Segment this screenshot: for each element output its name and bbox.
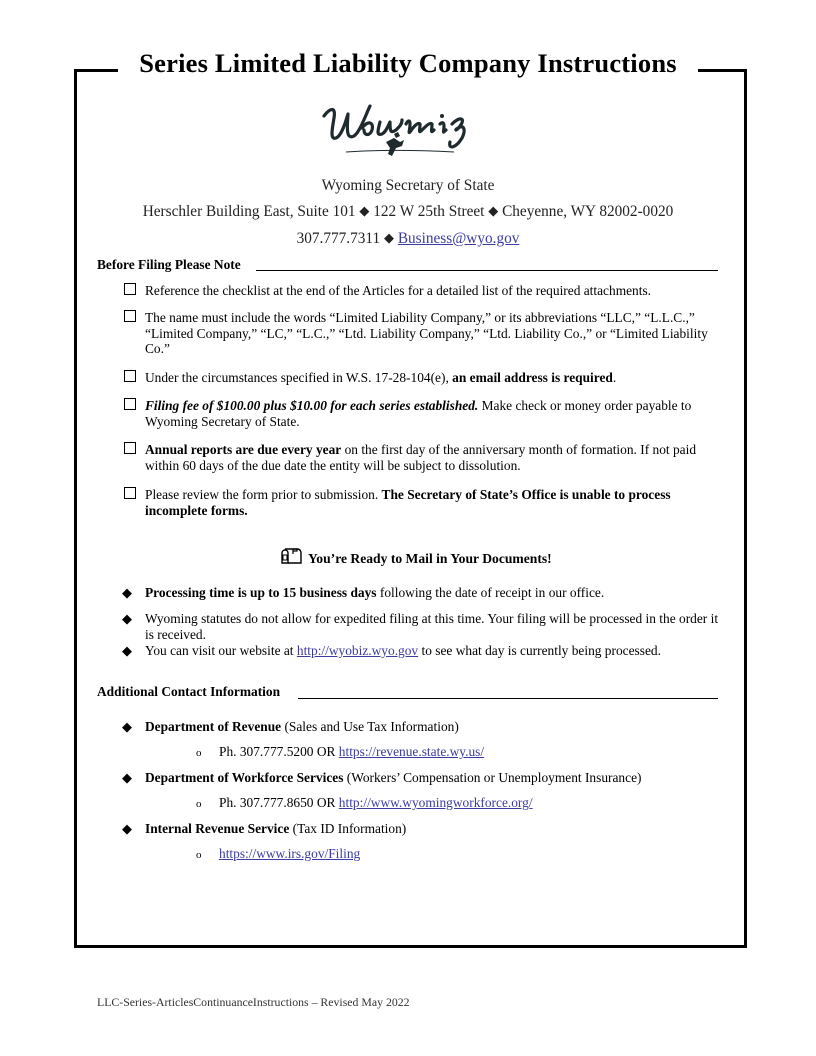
contact-revenue-detail — [219, 744, 484, 760]
office-building: Herschler Building East, Suite 101 — [142, 203, 356, 220]
website-item — [145, 643, 730, 659]
checklist-item — [145, 283, 730, 299]
diamond-separator-icon: ◆ — [488, 203, 499, 218]
website-link[interactable]: http://wyobiz.wyo.gov — [296, 643, 419, 658]
item-text: The name must include the words “Limited Liability Company,” or its abbreviations “LLC,” “L.L.C.,” “Limited Company,” “LC,” “L.C.,” “Ltd. Liability Company,” “Ltd. Liability Co.,” or “Limited Liability Co.” — [145, 310, 708, 356]
annual-reports-item — [145, 442, 730, 473]
name-requirement-item — [145, 310, 730, 357]
contact-irs-detail — [219, 846, 360, 862]
filing-fee-item — [145, 398, 730, 429]
item-text: Annual reports are due every year — [145, 442, 342, 457]
diamond-bullet-icon: ◆ — [122, 585, 132, 600]
office-street: 122 W 25th Street — [373, 203, 485, 220]
diamond-separator-icon: ◆ — [383, 230, 394, 245]
circle-bullet-icon: o — [196, 849, 202, 861]
circle-bullet-icon: o — [196, 747, 202, 759]
contact-name: Department of Revenue — [145, 719, 282, 734]
annual-reports-checkbox — [124, 442, 136, 454]
contact-revenue — [145, 719, 730, 735]
contact-name: Department of Workforce Services — [145, 770, 344, 785]
contacts-heading: Additional Contact Information — [97, 684, 281, 699]
mail-heading: You’re Ready to Mail in Your Documents! — [308, 551, 552, 566]
item-text: Processing time is up to 15 business days — [145, 585, 377, 600]
diamond-bullet-icon: ◆ — [122, 821, 132, 836]
filing-fee-checkbox — [124, 398, 136, 410]
circle-bullet-icon: o — [196, 798, 202, 810]
checklist-checkbox — [124, 283, 136, 295]
footer-revision: LLC-Series-ArticlesContinuanceInstructions – Revised May 2022 — [97, 995, 410, 1009]
diamond-separator-icon: ◆ — [359, 203, 370, 218]
office-contact — [0, 230, 816, 248]
workforce-link[interactable]: http://www.wyomingworkforce.org/ — [338, 795, 533, 810]
contact-name: Internal Revenue Service — [145, 821, 290, 836]
item-text: Please review the form prior to submission. — [145, 487, 382, 502]
item-text: The Secretary of State’s Office is unable to process incomplete forms. — [145, 487, 671, 518]
diamond-bullet-icon: ◆ — [122, 611, 132, 626]
page-title: Series Limited Liability Company Instructions — [118, 46, 698, 80]
section-divider — [298, 698, 718, 699]
contact-phone: Ph. 307.777.8650 OR — [219, 795, 339, 810]
item-text: Reference the checklist at the end of the Articles for a detailed list of the required attachments. — [145, 283, 652, 298]
contact-workforce — [145, 770, 730, 786]
item-text: Filing fee of $100.00 plus $10.00 for each series established. — [145, 398, 479, 413]
item-text: an email address is required — [452, 370, 613, 385]
office-city: Cheyenne, WY 82002-0020 — [502, 203, 674, 220]
irs-link[interactable]: https://www.irs.gov/Filing — [219, 846, 361, 861]
item-text: Under the circumstances specified in W.S. 17-28-104(e), — [145, 370, 453, 385]
office-phone: 307.777.7311 — [296, 230, 381, 247]
diamond-bullet-icon: ◆ — [122, 770, 132, 785]
diamond-bullet-icon: ◆ — [122, 719, 132, 734]
before-filing-heading: Before Filing Please Note — [97, 257, 241, 272]
expedited-filing-item — [145, 611, 730, 642]
review-form-checkbox — [124, 487, 136, 499]
section-divider — [256, 270, 718, 271]
contact-desc: (Tax ID Information) — [289, 821, 407, 836]
item-text: on the first day of the anniversary month of formation. If not paid within 60 days of the due date the entity will be subject to dissolution. — [145, 442, 697, 473]
office-email-link[interactable]: Business@wyo.gov — [397, 230, 520, 247]
review-form-item — [145, 487, 730, 518]
name-requirement-checkbox — [124, 310, 136, 322]
office-name: Wyoming Secretary of State — [321, 177, 495, 194]
item-text: following the date of receipt in our office. — [376, 585, 605, 600]
item-text: . — [612, 370, 617, 385]
processing-time-item — [145, 585, 730, 601]
contact-desc: (Sales and Use Tax Information) — [281, 719, 459, 734]
wyoming-logo — [316, 94, 476, 174]
item-text: Make check or money order payable to Wyoming Secretary of State. — [145, 398, 692, 429]
contact-desc: (Workers’ Compensation or Unemployment Insurance) — [343, 770, 642, 785]
office-address — [0, 203, 816, 221]
mailbox-icon — [279, 547, 303, 565]
diamond-bullet-icon: ◆ — [122, 643, 132, 658]
email-requirement-checkbox — [124, 370, 136, 382]
item-text: Wyoming statutes do not allow for expedited filing at this time. Your filing will be processed in the order it is received. — [145, 611, 719, 642]
contact-irs — [145, 821, 730, 837]
email-requirement-item — [145, 370, 730, 386]
contact-phone: Ph. 307.777.5200 OR — [219, 744, 339, 759]
revenue-link[interactable]: https://revenue.state.wy.us/ — [338, 744, 485, 759]
item-text: You can visit our website at — [145, 643, 297, 658]
contact-workforce-detail — [219, 795, 533, 811]
item-text: to see what day is currently being processed. — [418, 643, 661, 658]
